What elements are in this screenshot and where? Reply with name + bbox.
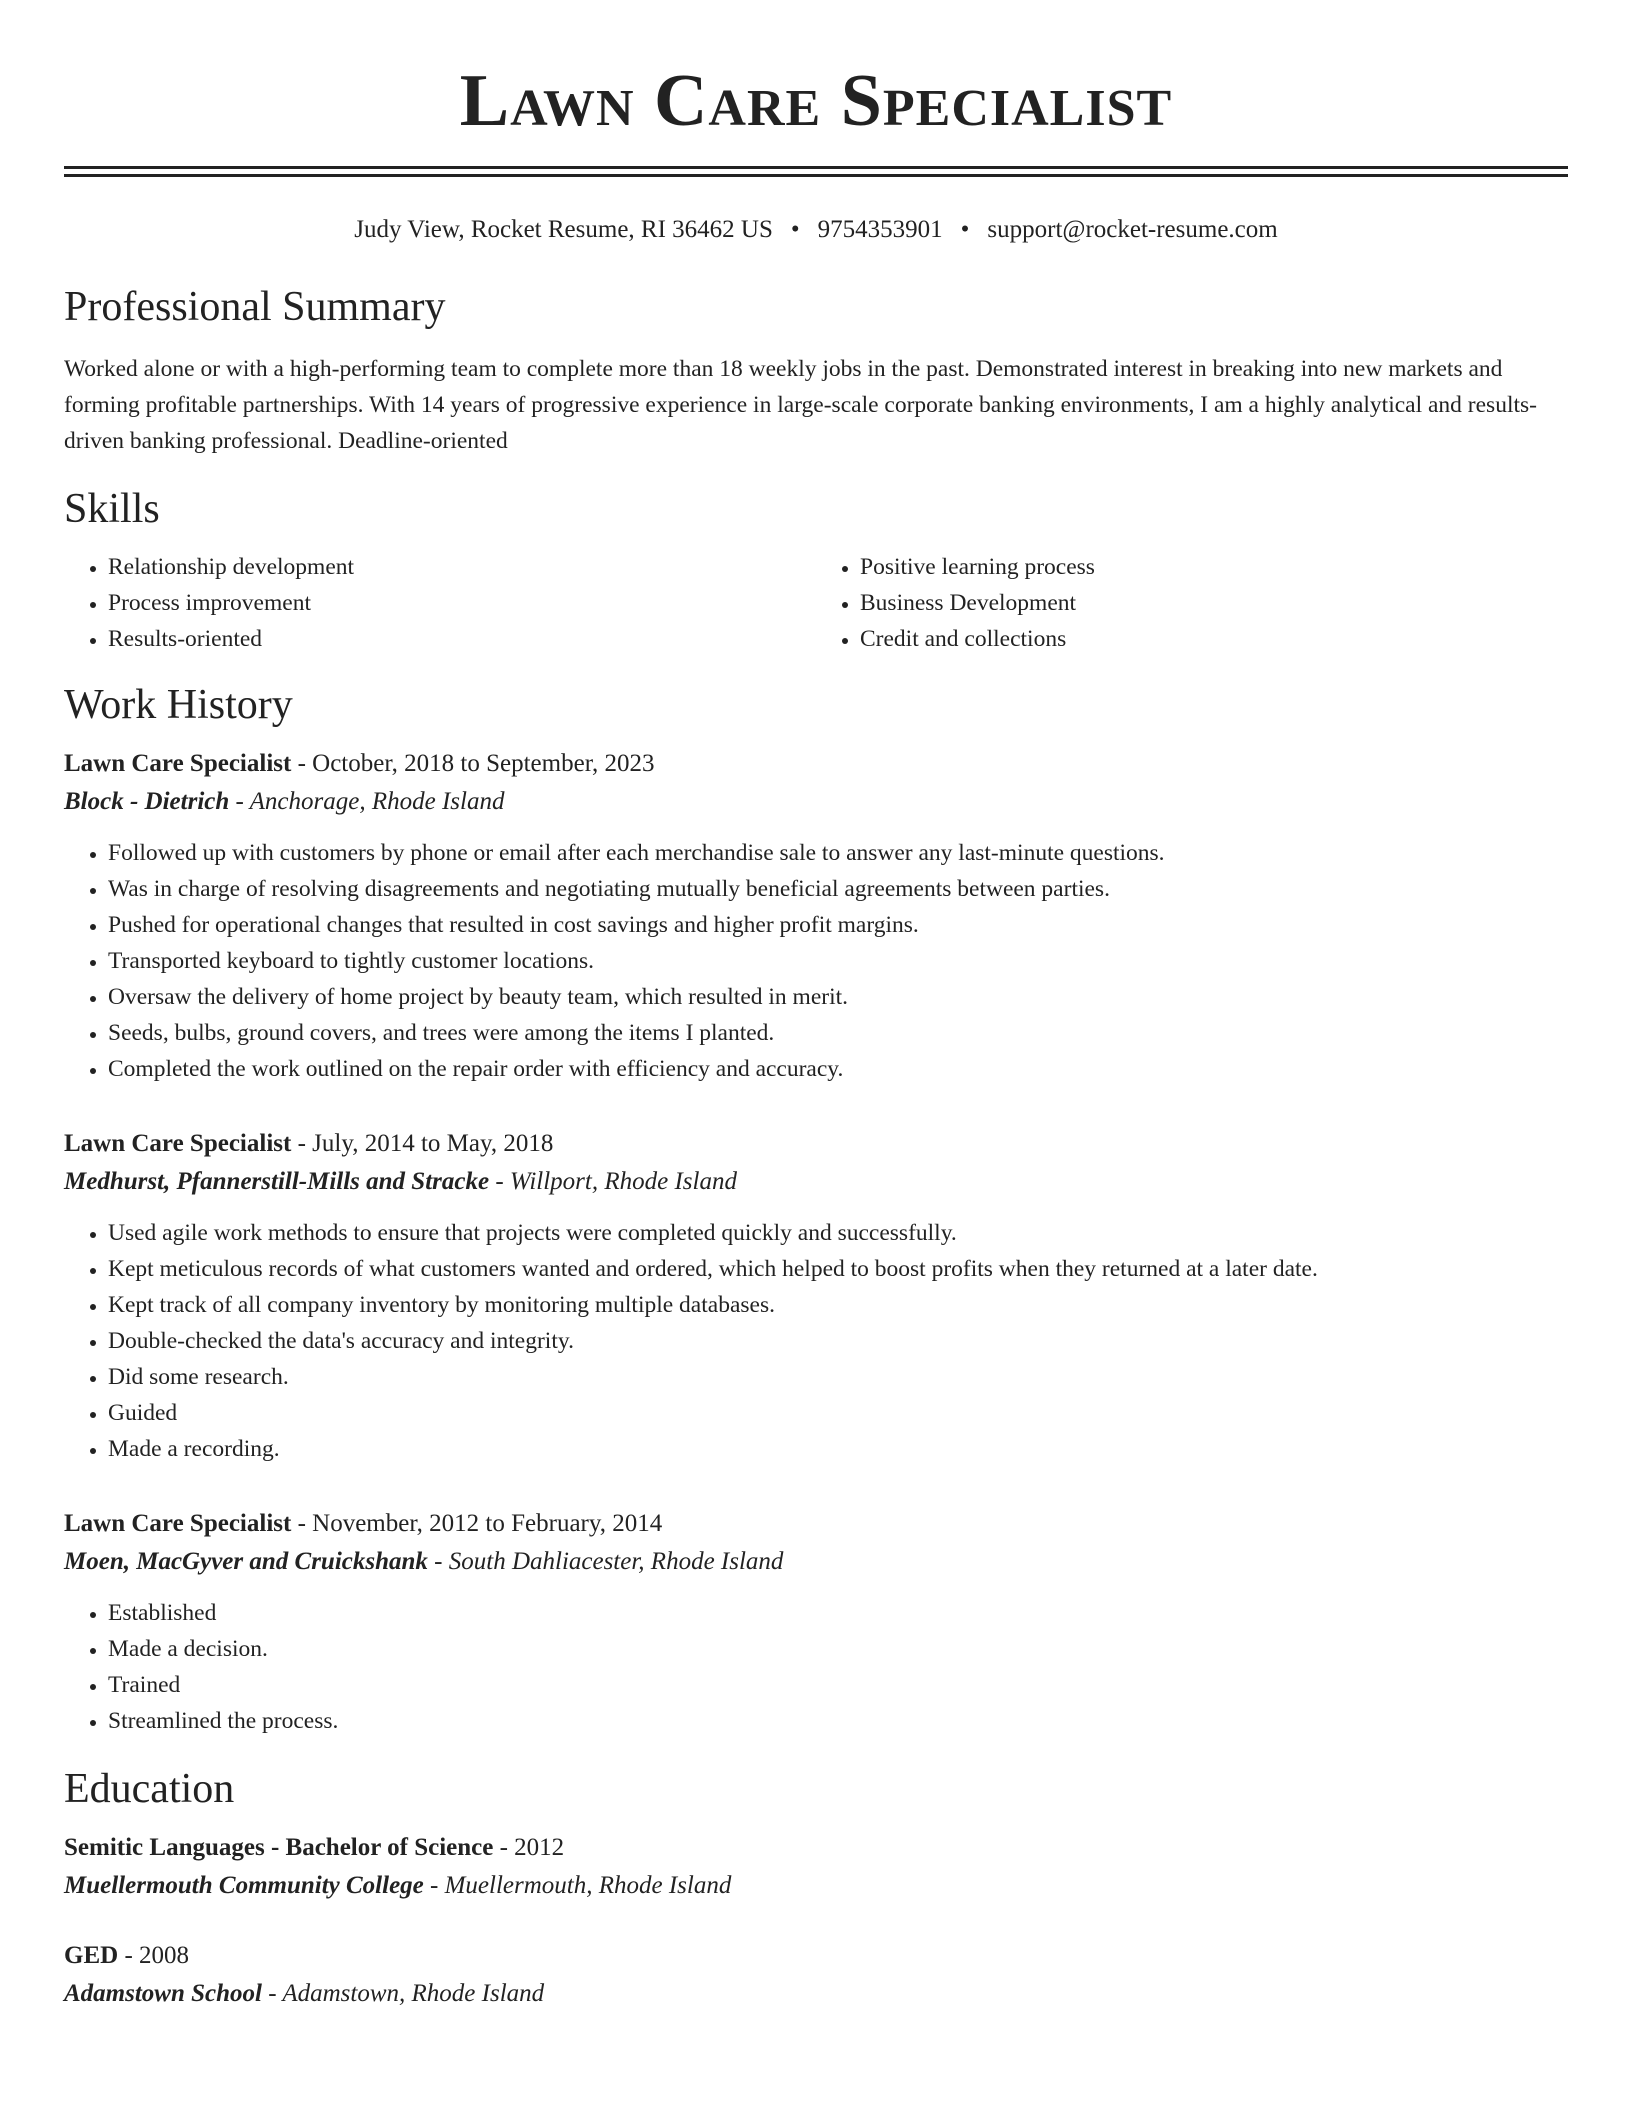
job-employer	[64, 783, 1568, 821]
job-title: Lawn Care Specialist	[64, 750, 292, 777]
job-location: - South Dahliacester, Rhode Island	[427, 1548, 784, 1575]
job-dates: - October, 2018 to September, 2023	[291, 750, 655, 777]
duty-item: • Guided	[108, 1395, 1568, 1431]
contact-separator: •	[960, 216, 970, 243]
job-dates: - November, 2012 to February, 2014	[291, 1510, 663, 1537]
education-degree: GED	[64, 1942, 119, 1969]
education-header	[64, 1937, 1568, 1975]
job-employer	[64, 1543, 1568, 1581]
education-entry	[64, 1829, 1568, 1905]
duty-item: • Made a decision.	[108, 1631, 1568, 1667]
education-year: - 2008	[118, 1942, 190, 1969]
duty-item: • Kept meticulous records of what customers wanted and ordered, which helped to boost profits when they returned at a later date.	[108, 1251, 1568, 1287]
duty-item: • Double-checked the data's accuracy and integrity.	[108, 1323, 1568, 1359]
contact-line	[64, 213, 1568, 247]
job-duties	[64, 1215, 1568, 1467]
duty-item: • Kept track of all company inventory by monitoring multiple databases.	[108, 1287, 1568, 1323]
contact-address: Judy View, Rocket Resume, RI 36462 US	[354, 216, 773, 243]
education-location: - Adamstown, Rhode Island	[261, 1980, 545, 2007]
education-header	[64, 1829, 1568, 1867]
education-location: - Muellermouth, Rhode Island	[423, 1872, 732, 1899]
duty-item: • Completed the work outlined on the repair order with efficiency and accuracy.	[108, 1051, 1568, 1087]
resume-title: Lawn Care Specialist	[459, 60, 1173, 142]
skill-item: • Process improvement	[108, 585, 816, 621]
skills-list	[64, 549, 1568, 657]
skills-heading: Skills	[64, 486, 160, 532]
work-history-heading: Work History	[64, 682, 293, 728]
education-heading: Education	[64, 1766, 235, 1812]
job-location: - Anchorage, Rhode Island	[229, 788, 505, 815]
summary-text: Worked alone or with a high-performing team to complete more than 18 weekly jobs in the past. Demonstrated interest in breaking into new markets and forming profitable partnerships. With 14 years of progressive experience in large-scale corporate banking environments, I am a highly analytical and results-driven banking professional. Deadline-oriented	[64, 356, 1537, 454]
duty-item: • Pushed for operational changes that resulted in cost savings and higher profit margins.	[108, 907, 1568, 943]
education-year: - 2012	[493, 1834, 565, 1861]
duty-item: • Trained	[108, 1667, 1568, 1703]
contact-separator: •	[790, 216, 800, 243]
education-entry	[64, 1937, 1568, 2013]
job-entry	[64, 1125, 1568, 1467]
job-title: Lawn Care Specialist	[64, 1510, 292, 1537]
contact-email[interactable]: support@rocket-resume.com	[987, 216, 1278, 243]
job-header	[64, 1505, 1568, 1543]
job-duties	[64, 835, 1568, 1087]
duty-item: • Streamlined the process.	[108, 1703, 1568, 1739]
skill-item: • Positive learning process	[860, 549, 1568, 585]
job-entry	[64, 745, 1568, 1087]
job-header	[64, 745, 1568, 783]
duty-item: • Made a recording.	[108, 1431, 1568, 1467]
job-company: Medhurst, Pfannerstill-Mills and Stracke	[64, 1168, 490, 1195]
duty-item: • Followed up with customers by phone or email after each merchandise sale to answer any last-minute questions.	[108, 835, 1568, 871]
skill-item: • Results-oriented	[108, 621, 816, 657]
education-institution	[64, 1867, 1568, 1905]
title-divider	[64, 166, 1568, 177]
skills-column-right	[816, 549, 1568, 657]
job-employer	[64, 1163, 1568, 1201]
summary-heading: Professional Summary	[64, 284, 446, 330]
skill-item: • Credit and collections	[860, 621, 1568, 657]
job-title: Lawn Care Specialist	[64, 1130, 292, 1157]
skill-item: • Relationship development	[108, 549, 816, 585]
duty-item: • Oversaw the delivery of home project by beauty team, which resulted in merit.	[108, 979, 1568, 1015]
education-degree: Semitic Languages - Bachelor of Science	[64, 1834, 494, 1861]
education-institution	[64, 1975, 1568, 2013]
duty-item: • Seeds, bulbs, ground covers, and trees were among the items I planted.	[108, 1015, 1568, 1051]
education-school: Adamstown School	[64, 1980, 262, 2007]
duty-item: • Transported keyboard to tightly customer locations.	[108, 943, 1568, 979]
job-location: - Willport, Rhode Island	[489, 1168, 737, 1195]
duty-item: • Did some research.	[108, 1359, 1568, 1395]
duty-item: • Established	[108, 1595, 1568, 1631]
job-company: Block - Dietrich	[64, 788, 230, 815]
job-dates: - July, 2014 to May, 2018	[291, 1130, 554, 1157]
job-header	[64, 1125, 1568, 1163]
duty-item: • Was in charge of resolving disagreements and negotiating mutually beneficial agreements between parties.	[108, 871, 1568, 907]
job-duties	[64, 1595, 1568, 1739]
education-school: Muellermouth Community College	[64, 1872, 424, 1899]
job-company: Moen, MacGyver and Cruickshank	[64, 1548, 428, 1575]
skill-item: • Business Development	[860, 585, 1568, 621]
job-entry	[64, 1505, 1568, 1739]
skills-column-left	[64, 549, 816, 657]
duty-item: • Used agile work methods to ensure that projects were completed quickly and successfully.	[108, 1215, 1568, 1251]
contact-phone[interactable]: 9754353901	[817, 216, 943, 243]
